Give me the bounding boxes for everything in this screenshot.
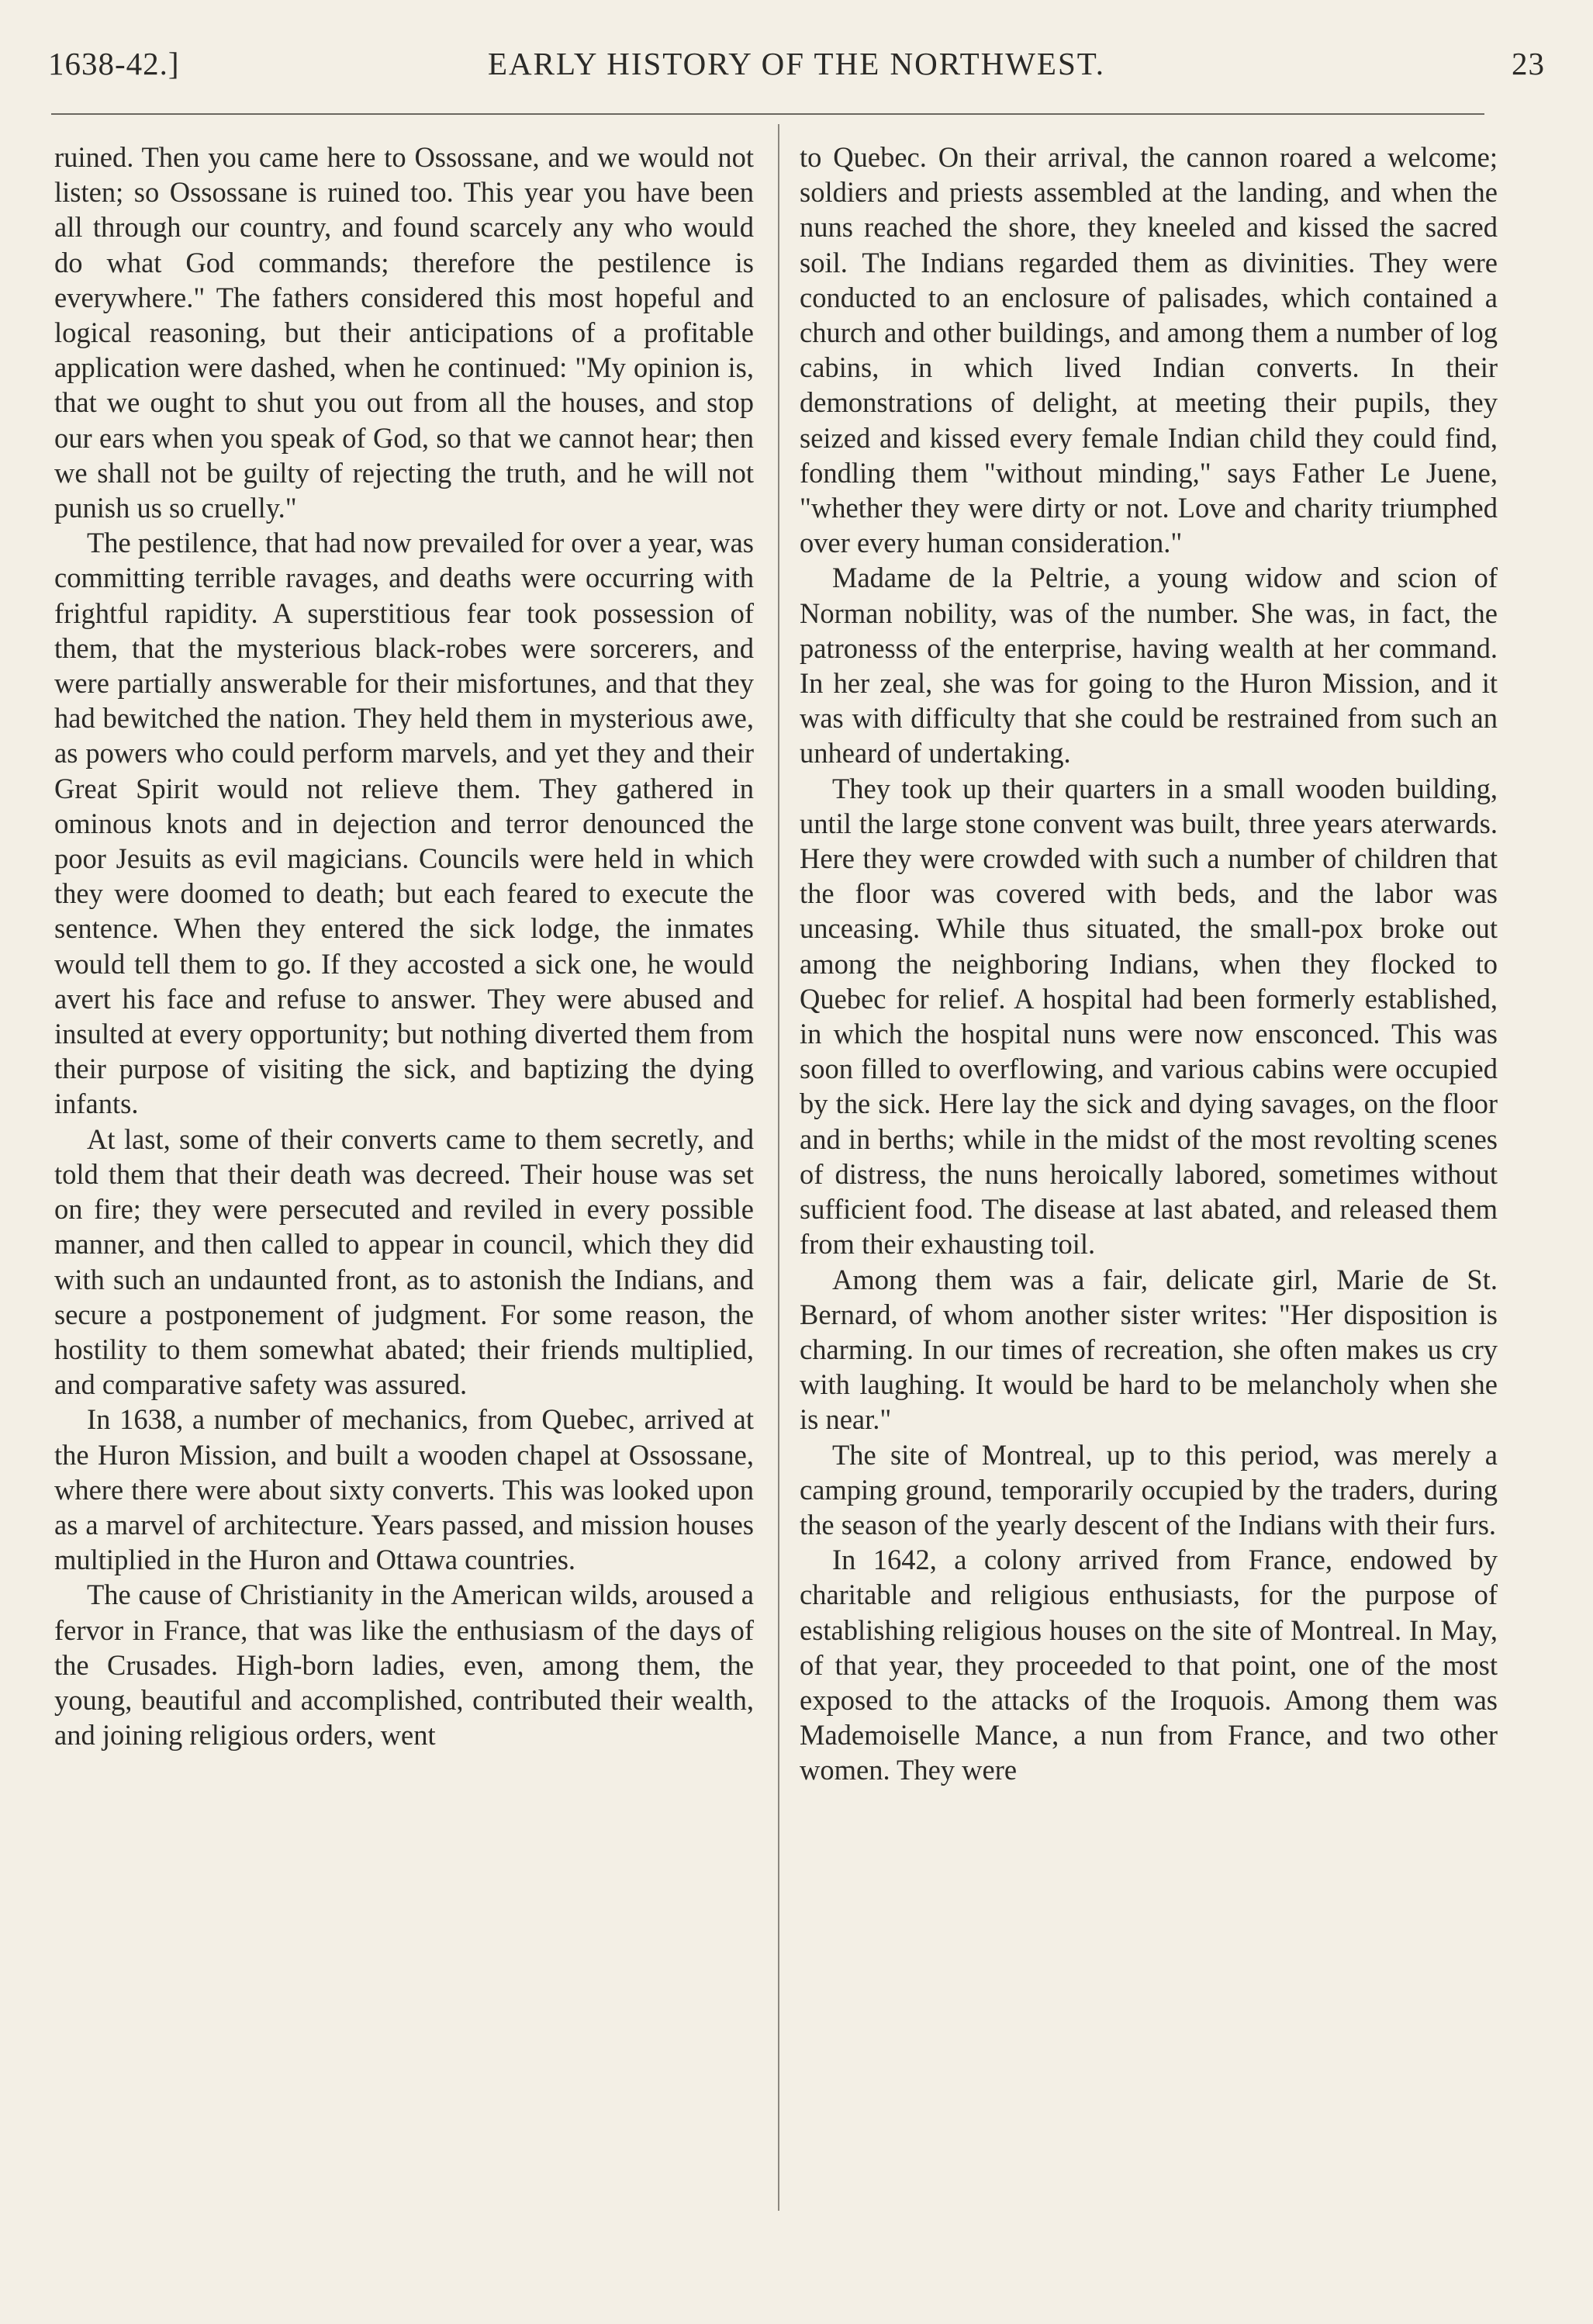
paragraph: The pestilence, that had now prevailed for over a year, was committing terrible ravages, and deaths were occurring with frightful rapidity. A superstitious fear took possession of them, that the mysterious black-robes were sorcerers, and were partially answerable for their misfortunes, and that they had bewitched the nation. They held them in mysterious awe, as powers who could perform marvels, and yet they and their Great Spirit would not relieve them. They gathered in ominous knots and in dejection and terror denounced the poor Jesuits as evil magicians. Councils were held in which they were doomed to death; but each feared to execute the sentence. When they entered the sick lodge, the inmates would tell them to go. If they accosted a sick one, he would avert his face and refuse to answer. They were abused and insulted at every opportunity; but nothing diverted them from their purpose of visiting the sick, and baptizing the dying infants. (54, 527, 754, 1120)
paragraph: In 1642, a colony arrived from France, endowed by charitable and religious enthusiasts, for the purpose of establishing religious houses on the site of Montreal. In May, of that year, they proceeded to that point, one of the most exposed to the attacks of the Iroquois. Among them was Mademoiselle Mance, a nun from France, and two other women. They were (800, 1544, 1498, 1786)
paragraph: In 1638, a number of mechanics, from Quebec, arrived at the Huron Mission, and built a wooden chapel at Ossossane, where there were about sixty converts. This was looked upon as a marvel of architecture. Years passed, and mission houses multiplied in the Huron and Ottawa countries. (54, 1403, 754, 1576)
page-number: 23 (1512, 46, 1545, 81)
header-title: EARLY HISTORY OF THE NORTHWEST. (487, 46, 1106, 81)
right-column (800, 140, 1498, 1788)
paragraph: At last, some of their converts came to them secretly, and told them that their death was decreed. Their house was set on fire; they were persecuted and reviled in every possible manner, and then called to appear in council, which they did with such an undaunted front, as to astonish the Indians, and secure a postponement of judgment. For some reason, the hostility to them somewhat abated; their friends multiplied, and comparative safety was assured. (54, 1122, 754, 1401)
paragraph: The cause of Christianity in the American wilds, aroused a fervor in France, that was like the enthusiasm of the days of the Crusades. High-born ladies, even, among them, the young, beautiful and accomplished, contributed their wealth, and joining religious orders, went (54, 1579, 754, 1752)
column-divider (778, 124, 779, 2211)
left-column (54, 140, 754, 1752)
paragraph: to Quebec. On their arrival, the cannon roared a welcome; soldiers and priests assembled at the landing, and when the nuns reached the shore, they kneeled and kissed the sacred soil. The Indians regarded them as divinities. They were conducted to an enclosure of palisades, which contained a church and other buildings, and among them a number of log cabins, in which lived Indian converts. In their demonstrations of delight, at meeting their pupils, they seized and kissed every female Indian child they could find, fondling them "without minding," says Father Le Juene, "whether they were dirty or not. Love and charity triumphed over every human consideration." (800, 141, 1498, 559)
paragraph: Among them was a fair, delicate girl, Marie de St. Bernard, of whom another sister writes: "Her disposition is charming. In our times of recreation, she often makes us cry with laughing. It would be hard to be melancholy when she is near." (800, 1263, 1498, 1436)
paragraph: They took up their quarters in a small wooden building, until the large stone convent was built, three years aterwards. Here they were crowded with such a number of children that the floor was covered with beds, and the labor was unceasing. While thus situated, the small-pox broke out among the neighboring Indians, when they flocked to Quebec for relief. A hospital had been formerly established, in which the hospital nuns were now ensconced. This was soon filled to overflowing, and various cabins were occupied by the sick. Here lay the sick and dying savages, on the floor and in berths; while in the midst of the most revolting scenes of distress, the nuns heroically labored, sometimes without sufficient food. The disease at last abated, and released them from their exhausting toil. (800, 772, 1498, 1261)
header-date-range: 1638-42.] (48, 46, 180, 81)
running-header (48, 45, 1545, 88)
paragraph: The site of Montreal, up to this period, was merely a camping ground, temporarily occupied by the traders, during the season of the yearly descent of the Indians with their furs. (800, 1438, 1498, 1541)
header-rule (51, 113, 1484, 115)
paragraph: ruined. Then you came here to Ossossane, and we would not listen; so Ossossane is ruined too. This year you have been all through our country, and found scarcely any who would do what God commands; therefore the pestilence is everywhere." The fathers considered this most hopeful and logical reasoning, but their anticipations of a profitable application were dashed, when he continued: "My opinion is, that we ought to shut you out from all the houses, and stop our ears when you speak of God, so that we cannot hear; then we shall not be guilty of rejecting the truth, and he will not punish us so cruelly." (54, 141, 754, 524)
paragraph: Madame de la Peltrie, a young widow and scion of Norman nobility, was of the number. She was, in fact, the patronesss of the enterprise, having wealth at her command. In her zeal, she was for going to the Huron Mission, and it was with difficulty that she could be restrained from such an unheard of undertaking. (800, 562, 1498, 769)
